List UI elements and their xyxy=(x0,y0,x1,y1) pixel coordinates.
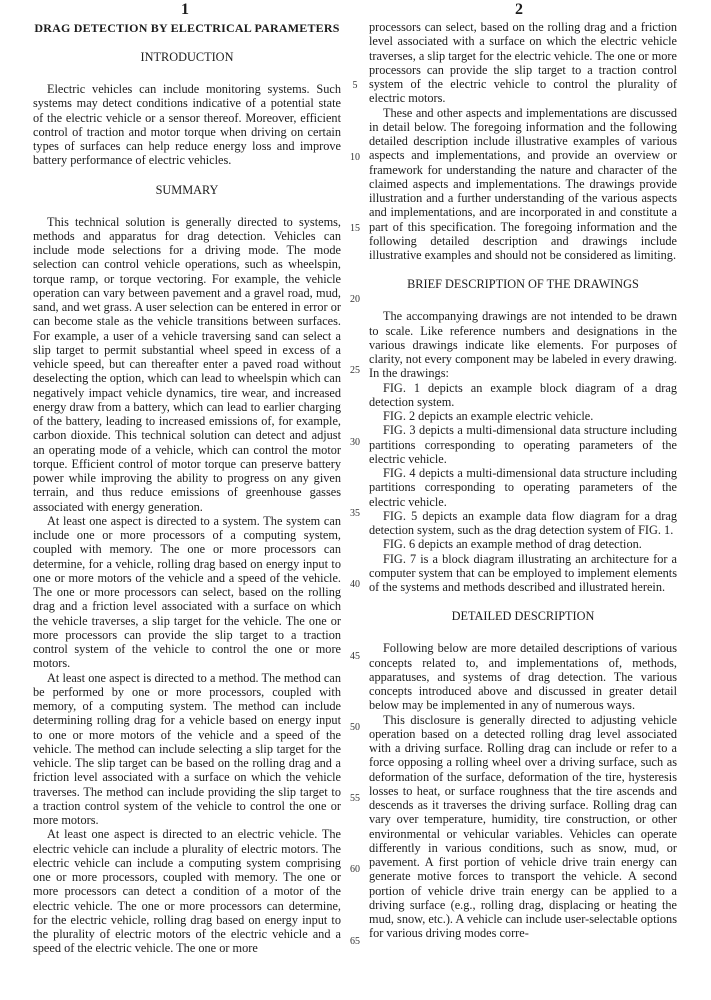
heading-summary: SUMMARY xyxy=(155,182,219,197)
document-title: DRAG DETECTION BY ELECTRICAL PARAMETERS xyxy=(34,21,340,35)
heading-brief-description: BRIEF DESCRIPTION OF THE DRAWINGS xyxy=(407,277,639,292)
paragraph-summary-1: This technical solution is generally directed to systems, methods and apparatus for drag detection. Vehicles can include mode selections for a driving mode. The mode selection can control vehicle operations, such as wheelspin, torque ramp, or torque vectoring. For example, the vehicle operation can vary between pavement and a gravel road, mud, sand, and wet grass. A user selection can be entered in error or can become stale as the vehicle transitions between surfaces. For example, a user of a vehicle traversing sand can select a slip target to permit substantial wheel speed in excess of a vehicle speed, but can thereafter enter a paved road without deselecting the option, which can lead to wheelspin which can negatively impact vehicle dynamics, tire wear, and increased energy draw from a battery, which can lead to earlier charging of the battery, leading to increased emissions of, for example, carbon dioxide. This technical solution can detect and adjust an operating mode of a vehicle, which can control the motor torque. Efficient control of motor torque can preserve battery power while improving the ability to progress on any given terrain, and thus reduce emissions of greenhouse gasses associated with energy generation. xyxy=(33,214,341,514)
line-number: 55 xyxy=(350,793,360,804)
figure-6-description: FIG. 6 depicts an example method of drag detection. xyxy=(383,537,642,552)
line-number: 30 xyxy=(350,437,360,448)
paragraph-brief-1: The accompanying drawings are not intended to be drawn to scale. Like reference numbers and designations in the various drawings indicate like elements. For purposes of clarity, not every component may be labeled in every drawing. In the drawings: xyxy=(369,309,677,381)
figure-7-description: FIG. 7 is a block diagram illustrating an architecture for a computer system that can be employed to implement elements of the systems and methods described and illustrated herein. xyxy=(369,551,677,594)
line-number: 15 xyxy=(350,223,360,234)
figure-4-description: FIG. 4 depicts a multi-dimensional data structure including partitions corresponding to operating parameters of the electric vehicle. xyxy=(369,466,677,509)
figure-3-description: FIG. 3 depicts a multi-dimensional data structure including partitions corresponding to operating parameters of the electric vehicle. xyxy=(369,423,677,466)
line-number: 40 xyxy=(350,579,360,590)
heading-introduction: INTRODUCTION xyxy=(140,50,234,64)
paragraph-detailed-1: Following below are more detailed descriptions of various concepts related to, and implementations of, methods, apparatuses, and systems of drag detection. The various concepts introduced above and discussed in greater detail below may be implemented in any of numerous ways. xyxy=(369,641,677,713)
figure-5-description: FIG. 5 depicts an example data flow diagram for a drag detection system, such as the drag detection system of FIG. 1. xyxy=(369,508,677,537)
paragraph-continued: processors can select, based on the rolling drag and a friction level associated with a surface on which the electric vehicle traverses, a slip target for the electric vehicle. The one or more processors can provide the slip target to a traction control system of the electric vehicle to control the plurality of electric motors. xyxy=(369,20,677,106)
line-number: 25 xyxy=(350,365,360,376)
line-number: 50 xyxy=(350,722,360,733)
left-column xyxy=(33,21,341,956)
paragraph-detailed-2: This disclosure is generally directed to adjusting vehicle operation based on a detected rolling drag level associated with a driving surface. Rolling drag can include or refer to a force opposing a rolling wheel over a driving surface, such as deformation of the surface, deformation of the tire, hysteresis losses to heat, or surface roughness that the tire ascends and descends as it traverses the driving surface. Rolling drag can vary over temperature, humidity, tire construction, or other environmental or vehicular variables. Vehicles can operate differently in various conditions, such as snow, mud, or pavement. A first portion of vehicle drive train energy can generate motive forces to transport the vehicle. A second portion of vehicle drive train energy can be applied to a driving surface (e.g., rolling drag, displacing or heating the mud, snow, etc.). A vehicle can include user-selectable options for various driving modes corre- xyxy=(369,712,677,941)
paragraph-summary-3: At least one aspect is directed to a method. The method can be performed by one or more processors, coupled with memory, of a computing system. The method can include determining rolling drag for a vehicle based on energy input to one or more motors of the vehicle and a speed of the vehicle. The method can include selecting a slip target for the vehicle. The slip target can be based on the rolling drag and a friction level associated with a surface on which the vehicle traverses. The method can include providing the slip target to a traction control system of the vehicle to control the one or more motors. xyxy=(33,670,341,827)
paragraph-summary-4: At least one aspect is directed to an electric vehicle. The electric vehicle can include a plurality of electric motors. The electric vehicle can include a computing system comprising one or more processors, coupled with memory. The one or more processors can detect a condition of a motor of the electric vehicle. The one or more processors can determine, for the electric vehicle, rolling drag based on energy input to the plurality of electric motors of the electric vehicle and a speed of the electric vehicle. The one or more xyxy=(33,827,341,956)
line-number: 60 xyxy=(350,864,360,875)
line-number: 5 xyxy=(352,80,358,91)
heading-detailed-description: DETAILED DESCRIPTION xyxy=(451,609,595,624)
paragraph-aspects: These and other aspects and implementations are discussed in detail below. The foregoing information and the following detailed description include illustrative examples of various aspects and implementations, and provide an overview or framework for understanding the nature and character of the claimed aspects and implementations. The drawings provide illustration and a further understanding of the various aspects and implementations, and are incorporated in and constitute a part of this specification. The foregoing information and the following detailed description and drawings include illustrative examples and should not be considered as limiting. xyxy=(369,105,677,262)
right-column xyxy=(369,20,677,941)
line-number: 65 xyxy=(350,936,360,947)
paragraph-summary-2: At least one aspect is directed to a system. The system can include one or more processors of a computing system, coupled with memory. The one or more processors can determine, for a vehicle, rolling drag based on energy input to one or more motors of the vehicle and a speed of the vehicle. The one or more processors can select, based on the rolling drag and a friction level associated with a surface on which the vehicle traverses, a slip target for the vehicle. The one or more processors can provide the slip target to a traction control system of the vehicle to control the one or more motors. xyxy=(33,513,341,671)
line-number: 10 xyxy=(350,152,360,163)
line-number: 20 xyxy=(350,294,360,305)
column-number-right: 2 xyxy=(515,1,523,18)
figure-1-description: FIG. 1 depicts an example block diagram of a drag detection system. xyxy=(369,380,677,409)
figure-2-description: FIG. 2 depicts an example electric vehicle. xyxy=(383,409,594,423)
paragraph-intro-1: Electric vehicles can include monitoring systems. Such systems may detect conditions indicative of a potential state of the electric vehicle or a sensor thereof. Moreover, efficient control of traction and motor torque when driving on certain types of surfaces can help reduce energy loss and improve battery performance of electric vehicles. xyxy=(33,82,341,168)
line-number: 35 xyxy=(350,508,360,519)
line-number: 45 xyxy=(350,651,360,662)
column-number-left: 1 xyxy=(181,1,189,18)
